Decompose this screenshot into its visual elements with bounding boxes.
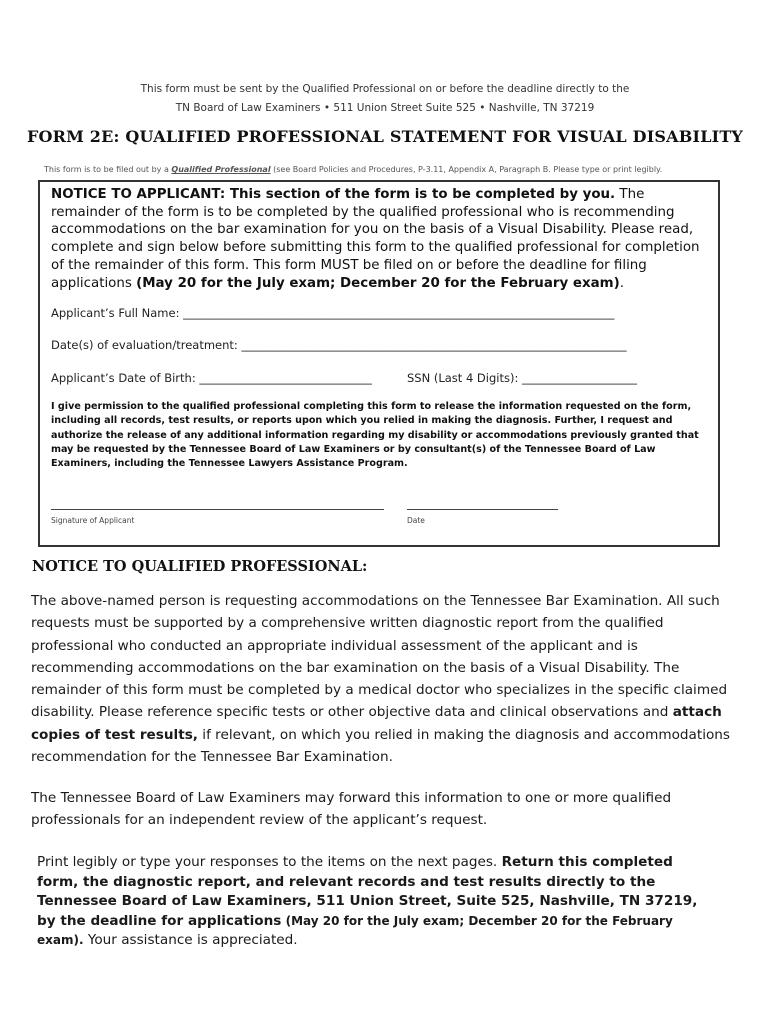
professional-notice-paragraph-1 (31, 590, 731, 768)
paragraph-1-text: The above-named person is requesting accommodations on the Tennessee Bar Examination. All such requests must be supported by a comprehensive written diagnostic report from the qualified professional who conducted an appropriate individual assessment of the applicant and is recommending accommodations on the bar examination on the basis of a Visual Disability. The remainder of this form must be completed by a medical doctor who specializes in the specific claimed disability. Please reference specific tests or other objective data and clinical observations and (31, 593, 728, 721)
evaluation-dates-field[interactable]: Date(s) of evaluation/treatment: ___________________________________________________________________ (51, 338, 627, 352)
applicant-notice-deadline: (May 20 for the July exam; December 20 for the February exam) (136, 275, 620, 291)
ssn-field[interactable]: SSN (Last 4 Digits): ____________________ (407, 371, 637, 385)
date-of-birth-field[interactable]: Applicant’s Date of Birth: ______________________________ (51, 371, 372, 385)
header-line-1: This form must be sent by the Qualified Professional on or before the deadline directly to the (140, 83, 630, 95)
permission-statement: I give permission to the qualified professional completing this form to release the information requested on the form, including all records, test results, or reports upon which you relied in making the diagnosis. Further, I request and authorize the release of any additional information regarding my disability or accommodations previously granted that may be requested by the Tennessee Board of Law Examiners or by consultant(s) of the Tennessee Board of Law Examiners, including the Tennessee Lawyers Assistance Program. (51, 401, 699, 470)
applicant-full-name-field[interactable]: Applicant’s Full Name: ___________________________________________________________________________ (51, 306, 615, 320)
applicant-notice-body: The remainder of the form is to be completed by the qualified professional who is recommending accommodations on the bar examination for you on the basis of a Visual Disability. Please read, complete and sign below before submitting this form to the qualified professional for completion of the remainder of this form. This form MUST be filed on or before the deadline for filing applications (51, 187, 700, 291)
paragraph-3-text-end: Your assistance is appreciated. (83, 932, 298, 949)
paragraph-1-text-end: if relevant, on which you relied in making the diagnosis and accommodations recommendation for the Tennessee Bar Examination. (31, 726, 730, 766)
professional-notice-title: NOTICE TO QUALIFIED PROFESSIONAL: (32, 558, 368, 575)
applicant-signature-label: Signature of Applicant (51, 516, 135, 525)
qualified-professional-link[interactable]: Qualified Professional (171, 165, 271, 174)
header-line-2: TN Board of Law Examiners • 511 Union Street Suite 525 • Nashville, TN 37219 (175, 102, 595, 114)
subnote-before: This form is to be filed out by a (44, 165, 172, 174)
applicant-notice-end: . (619, 275, 624, 291)
professional-notice-paragraph-3 (37, 853, 717, 951)
form-title: FORM 2E: QUALIFIED PROFESSIONAL STATEMENT FOR VISUAL DISABILITY (26, 127, 744, 146)
paragraph-3-text: Print legibly or type your responses to the items on the next pages. (37, 854, 502, 870)
applicant-signature-line[interactable] (51, 509, 384, 510)
date-signature-label: Date (407, 516, 425, 525)
paragraph-1-bold: attach copies of test results, (31, 704, 722, 743)
date-signature-line[interactable] (407, 509, 558, 510)
page-header (0, 80, 770, 118)
applicant-notice (51, 186, 711, 292)
form-subnote (44, 165, 662, 174)
paragraph-3-deadline: (May 20 for the July exam; December 20 for the February exam). (37, 913, 673, 948)
professional-notice-paragraph-2: The Tennessee Board of Law Examiners may forward this information to one or more qualified professionals for an independent review of the applicant’s request. (31, 790, 672, 829)
applicant-notice-lead: NOTICE TO APPLICANT: This section of the form is to be completed by you. (51, 187, 616, 202)
paragraph-3-bold: Return this completed form, the diagnostic report, and relevant records and test results directly to the Tennessee Board of Law Examiners, 511 Union Street, Suite 525, Nashville, TN 37219, by the deadline for applications (37, 854, 698, 929)
subnote-after: (see Board Policies and Procedures, P-3.11, Appendix A, Paragraph B. Please type or print legibly. (270, 165, 663, 174)
